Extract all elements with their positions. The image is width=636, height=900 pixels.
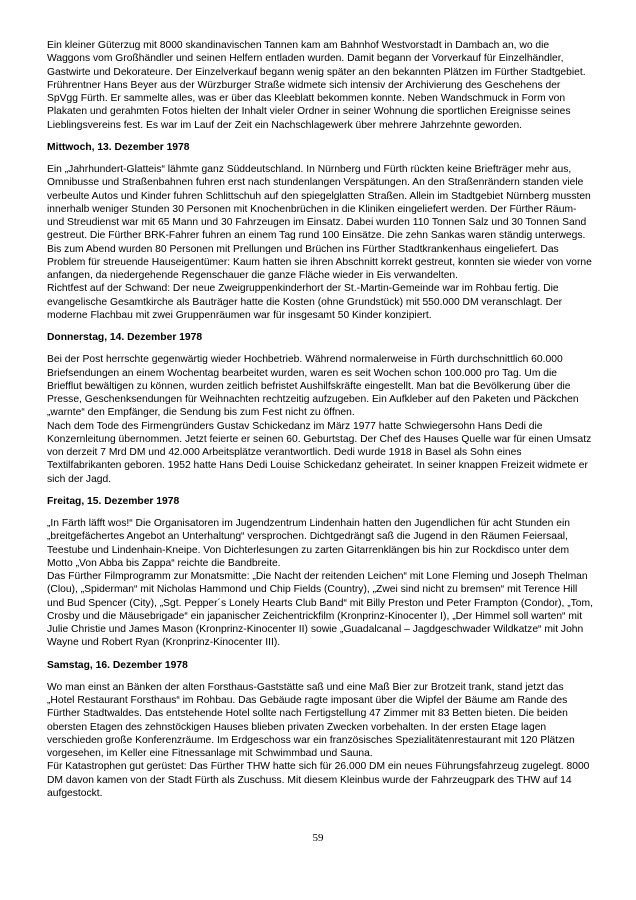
section-intro	[47, 39, 593, 132]
paragraph: „In Färth läfft wos!“ Die Organisatoren im Jugendzentrum Lindenhain hatten den Jugendlichen für acht Stunden ein „breitgefächertes Angebot an Unterhaltung“ versprochen. Dichtgedrängt saß die Jugend in den Räumen Feiersaal, Teestube und Lindenhain-Kneipe. Von Dichterlesungen zu zarten Gitarrenklängen bis hin zur Rockdisco unter dem Motto „Von Abba bis Zappa“ reichte die Bandbreite.	[47, 518, 570, 569]
page-number: 59	[312, 832, 324, 844]
paragraph: Richtfest auf der Schwand: Der neue Zweigruppenkinderhort der St.-Martin-Gemeinde war im Rohbau fertig. Die evangelische Gesamtkirche als Bauträger hatte die Kosten (ohne Grundstück) mit 550.000 DM veranschlagt. Der moderne Flachbau mit zwei Gruppenräumen war für insgesamt 50 Kinder konzipiert.	[47, 283, 563, 321]
section-samstag	[47, 659, 593, 801]
date-heading: Samstag, 16. Dezember 1978	[47, 659, 188, 671]
date-heading: Freitag, 15. Dezember 1978	[47, 495, 180, 507]
paragraph: Wo man einst an Bänken der alten Forsthaus-Gaststätte saß und eine Maß Bier zur Brotzeit trank, stand jetzt das „Hotel Restaurant Forsthaus“ im Rohbau. Das Gebäude ragte imposant über die Wipfel der Bäume am Rande des Fürther Stadtwaldes. Das entstehende Hotel sollte nach Fertigstellung 47 Zimmer mit 83 Betten bieten. Die beiden obersten Etagen des zehnstöckigen Hauses blieben privaten Zwecken vorbehalten. In der ersten Etage lagen verschieden große Konferenzräume. Im Erdgeschoss war ein französisches Spezialitätenrestaurant mit 120 Plätzen vorgesehen, im Keller eine Fitnessanlage mit Schwimmbad und Sauna.	[47, 681, 575, 759]
section-donnerstag	[47, 331, 593, 486]
date-heading: Donnerstag, 14. Dezember 1978	[47, 332, 203, 343]
section-freitag	[47, 495, 593, 650]
date-heading: Mittwoch, 13. Dezember 1978	[47, 141, 190, 153]
paragraph: Bei der Post herrschte gegenwärtig wieder Hochbetrieb. Während normalerweise in Fürth durchschnittlich 60.000 Briefsendungen an einem Wochentag bearbeitet wurden, waren es seit Wochen schon 100.000 pro Tag. Um die Briefflut bewältigen zu können, wurden zeitlich befristet Aushilfskräfte eingestellt. Man bat die Bevölkerung über die Presse, Geschenksendungen für Weihnachten rechtzeitig aufzugeben. Ein Aufkleber auf den Paketen und Päckchen „warnte“ den Empfänger, die Sendung bis zum Fest nicht zu öffnen.	[47, 354, 579, 419]
paragraph: Frührentner Hans Beyer aus der Würzburger Straße widmete sich intensiv der Archivierung des Geschehens der SpVgg Fürth. Er sammelte alles, was er über das Kleeblatt bekommen konnte. Neben Wandschmuck in Form von Plakaten und gerahmten Fotos hielten der Inhalt vieler Ordner in seiner Wohnung die sportlichen Ereignisse seines Lieblingsvereins fest. Es war im Lauf der Zeit ein Nachschlagewerk über mehrere Jahrzehnte geworden.	[47, 79, 571, 131]
paragraph: Nach dem Tode des Firmengründers Gustav Schickedanz im März 1977 hatte Schwiegersohn Hans Dedi die Konzernleitung übernommen. Jetzt feierte er seinen 60. Geburtstag. Der Chef des Hauses Quelle war für einen Umsatz von derzeit 7 Mrd DM und 42.000 Arbeitsplätze verantwortlich. Dedi wurde 1918 in Basel als Sohn eines Textilfabrikanten geboren. 1952 hatte Hans Dedi Louise Schickedanz geheiratet. In seiner knappen Freizeit widmete er sich der Jagd.	[47, 420, 592, 485]
paragraph: Ein kleiner Güterzug mit 8000 skandinavischen Tannen kam am Bahnhof Westvorstadt in Dambach an, wo die Waggons vom Großhändler und seinen Helfern entladen wurden. Damit begann der Vorverkauf für Einzelhändler, Gastwirte und Dekorateure. Der Einzelverkauf begann wenig später an den bekannten Plätzen im Fürther Stadtgebiet.	[47, 40, 586, 78]
paragraph: Das Fürther Filmprogramm zur Monatsmitte: „Die Nacht der reitenden Leichen“ mit Lone Fleming und Joseph Thelman (Clou), „Spiderman“ mit Nicholas Hammond und Chip Fields (Country), „Zwei sind nicht zu bremsen“ mit Terence Hill und Bud Spencer (City), „Sgt. Pepper´s Lonely Hearts Club Band“ mit Billy Preston und Peter Frampton (Condor), „Tom, Crosby und die Mäusebrigade“ ein japanischer Zeichentrickfilm (Kronprinz-Kinocenter I), „Der Himmel soll warten“ mit Julie Christie und James Mason (Kronprinz-Kinocenter II) sowie „Guadalcanal – Jagdgeschwader Wildkatze“ mit John Wayne und Robert Ryan (Kronprinz-Kinocenter III).	[47, 571, 593, 649]
section-mittwoch	[47, 141, 593, 322]
document-page	[47, 39, 593, 800]
paragraph: Ein „Jahrhundert-Glatteis“ lähmte ganz Süddeutschland. In Nürnberg und Fürth rückten keine Briefträger mehr aus, Omnibusse und Straßenbahnen fuhren erst nach stundenlangen Verspätungen. An den Straßenrändern standen viele verbeulte Autos und Kinder fuhren Schlittschuh auf den spiegelglatten Straßen. Allein im Stadtgebiet Nürnberg mussten innerhalb weniger Stunden 30 Personen mit Knochenbrüchen in die Kliniken eingeliefert werden. Der Fürther Räum- und Streudienst war mit 65 Mann und 30 Fahrzeugen im Einsatz. Dabei wurden 110 Tonnen Salz und 30 Tonnen Sand gestreut. Die Fürther BRK-Fahrer fuhren an einem Tag rund 100 Einsätze. Die zehn Sankas waren ständig unterwegs. Bis zum Abend wurden 80 Personen mit Prellungen und Brüchen ins Fürther Stadtkrankenhaus eingeliefert. Das Problem für streuende Hauseigentümer: Kaum hatten sie ihren Abschnitt korrekt gestreut, konnten sie wieder von vorne anfangen, da niedergehende Regenschauer die ganze Fläche wieder in Eis verwandelten.	[47, 164, 592, 281]
paragraph: Für Katastrophen gut gerüstet: Das Fürther THW hatte sich für 26.000 DM ein neues Führungsfahrzeug zugelegt. 8000 DM davon kamen von der Stadt Fürth als Zuschuss. Mit diesem Kleinbus wurde der Fahrzeugpark des THW auf 14 aufgestockt.	[47, 761, 590, 799]
